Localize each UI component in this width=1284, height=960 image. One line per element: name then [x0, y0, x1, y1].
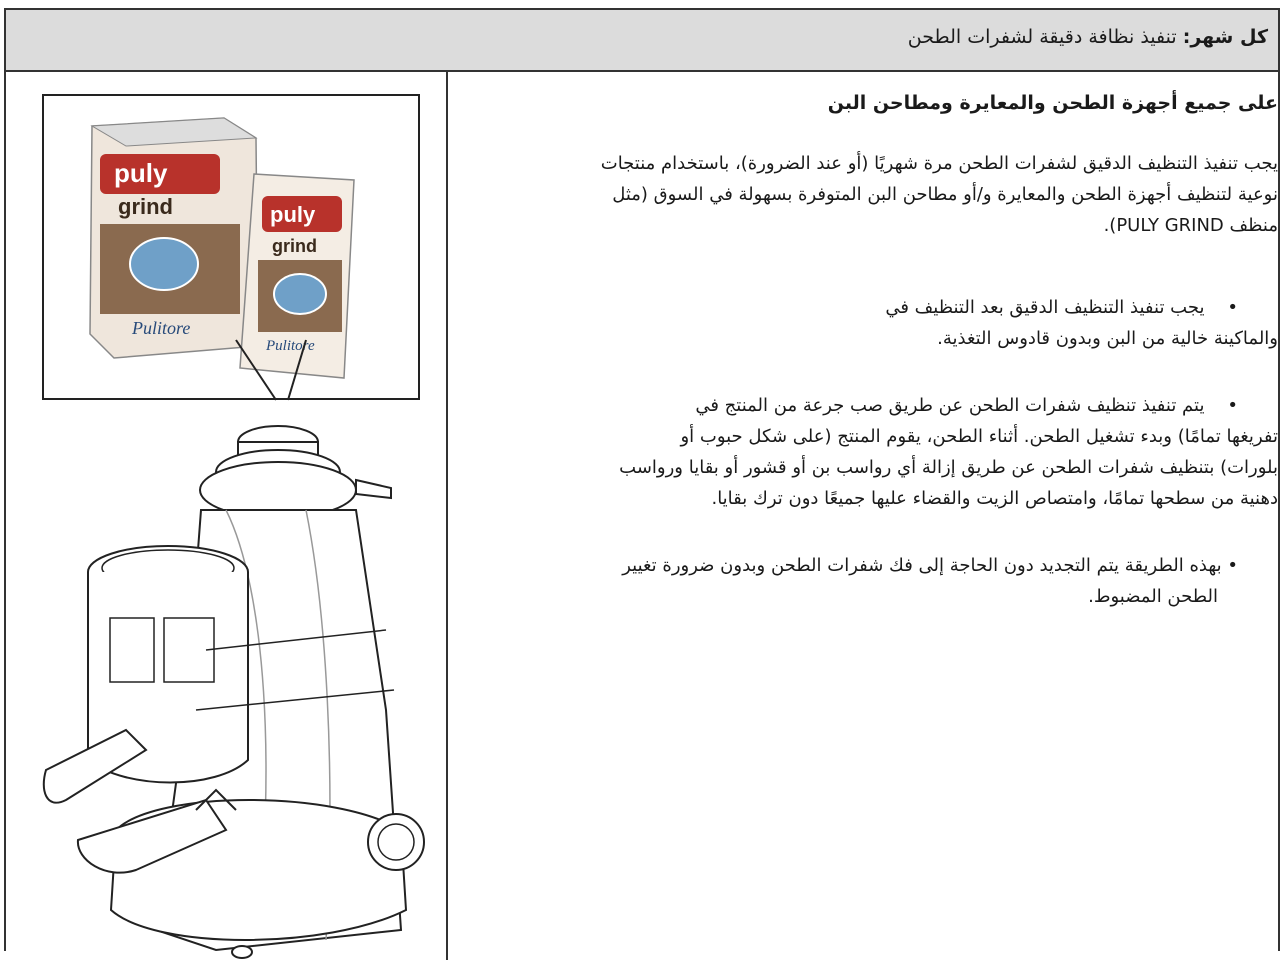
- bullet-2: [619, 390, 1278, 514]
- box-name-text: grind: [118, 194, 173, 219]
- bullet-2-line-1: [619, 390, 1278, 421]
- column-divider: [446, 70, 448, 960]
- header-title: [908, 26, 1268, 48]
- header-text: تنفيذ نظافة دقيقة لشفرات الطحن: [907, 26, 1177, 48]
- bullet-2-line-2: تفريغها تمامًا) وبدء تشغيل الطحن. أثناء الطحن، يقوم المنتج (على شكل حبوب أو: [680, 426, 1278, 447]
- box-sub-text: Pulitore: [132, 318, 191, 338]
- box-brand-text: puly: [114, 158, 168, 188]
- document-frame: [4, 8, 1280, 951]
- bullet-1: [885, 292, 1278, 354]
- bullet-3-line-1: [622, 550, 1278, 581]
- bullet-1-line-1: [885, 292, 1278, 323]
- bullet-1-line-2: والماكينة خالية من البن وبدون قادوس التغذية.: [937, 328, 1278, 349]
- header-prefix: كل شهر:: [1182, 26, 1268, 48]
- intro-line-2: نوعية لتنظيف أجهزة الطحن والمعايرة و/أو مطاحن البن المتوفرة بسهولة في السوق (مثل: [612, 184, 1278, 205]
- grinder-drawing: [6, 70, 446, 960]
- bullet-2-line-3: بلورات) بتنظيف شفرات الطحن عن طريق إزالة أي رواسب بن أو قشور أو بقايا ورواسب: [619, 457, 1278, 478]
- header-bar: [6, 10, 1278, 72]
- bullet-3-line-2: الطحن المضبوط.: [1088, 586, 1218, 607]
- sachet-brand-text: puly: [270, 202, 316, 227]
- bullet-marker: •: [1227, 297, 1238, 318]
- text-column: [458, 70, 1278, 950]
- bullet-2-line-4: دهنية من سطحها تمامًا، وامتصاص الزيت والقضاء عليها جميعًا دون ترك بقايا.: [711, 488, 1278, 509]
- bullet-3: [622, 550, 1278, 612]
- bullet-1-text-1: يجب تنفيذ التنظيف الدقيق بعد التنظيف في: [885, 297, 1205, 318]
- illustration-panel: [6, 70, 446, 960]
- sachet-sub-text: Pulitore: [266, 338, 315, 354]
- bullet-marker: •: [1227, 395, 1238, 416]
- intro-paragraph: [601, 148, 1278, 241]
- section-title: على جميع أجهزة الطحن والمعايرة ومطاحن البن: [827, 92, 1278, 114]
- intro-line-1: يجب تنفيذ التنظيف الدقيق لشفرات الطحن مرة شهريًا (أو عند الضرورة)، باستخدام منتجات: [600, 153, 1278, 174]
- bullet-2-text-1: يتم تنفيذ تنظيف شفرات الطحن عن طريق صب جرعة من المنتج في: [695, 395, 1205, 416]
- sachet-name-text: grind: [272, 236, 317, 256]
- bullet-3-text-1: بهذه الطريقة يتم التجديد دون الحاجة إلى فك شفرات الطحن وبدون ضرورة تغيير: [622, 555, 1222, 576]
- intro-line-3: منظف PULY GRIND).: [1103, 215, 1278, 236]
- bullet-marker: •: [1227, 555, 1238, 576]
